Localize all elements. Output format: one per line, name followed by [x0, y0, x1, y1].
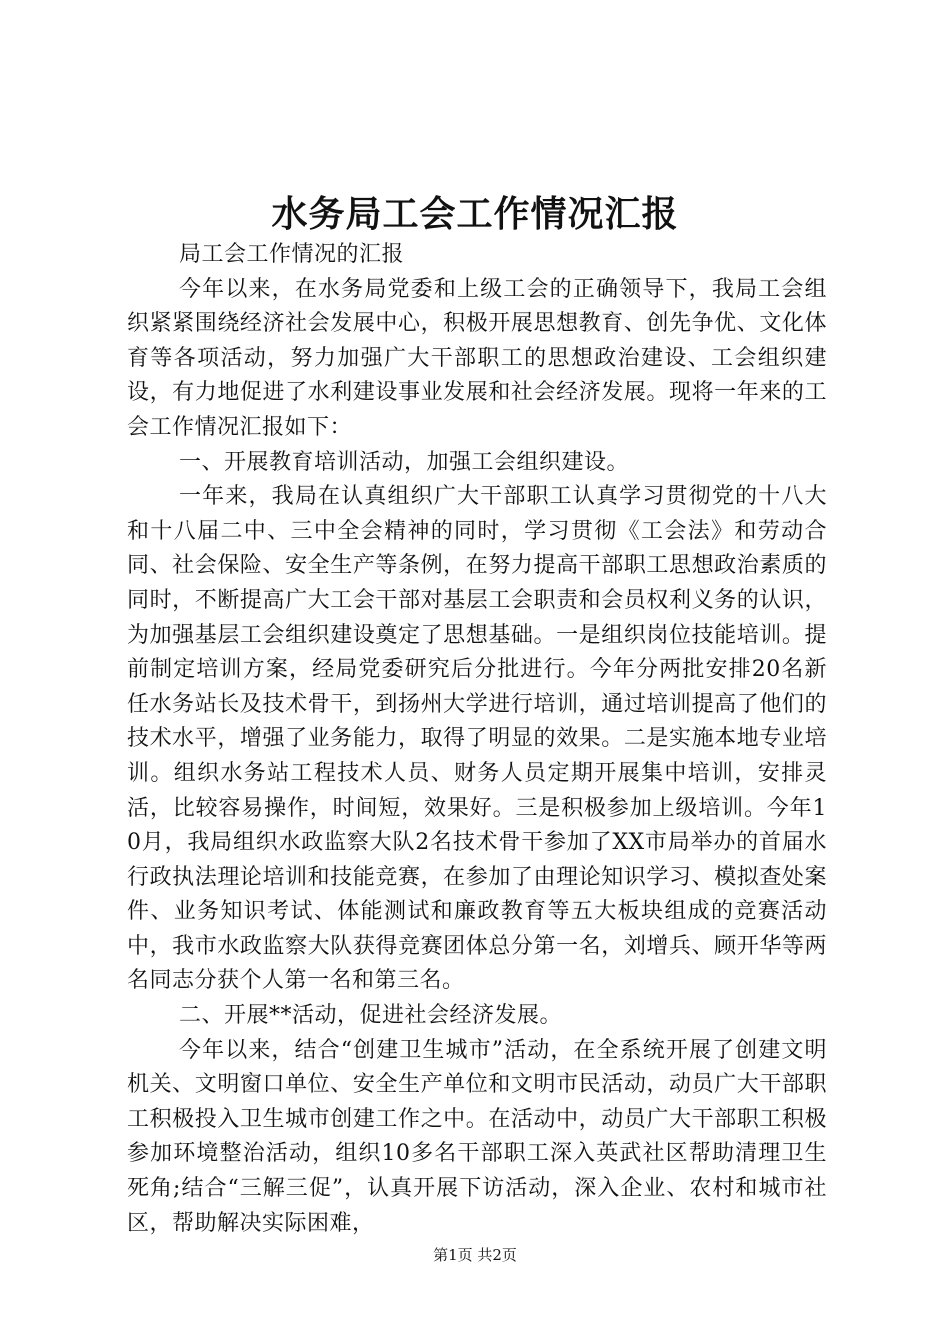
- page-footer: 第1页 共2页: [433, 1246, 517, 1264]
- document-body: [127, 238, 827, 1241]
- document-title: 水务局工会工作情况汇报: [271, 193, 679, 235]
- paragraph-intro: 今年以来，在水务局党委和上级工会的正确领导下，我局工会组织紧紧围绕经济社会发展中心，积极开展思想教育、创先争优、文化体育等各项活动，努力加强广大干部职工的思想政治建设、工会组织建设，有力地促进了水利建设事业发展和社会经济发展。现将一年来的工会工作情况汇报如下：: [127, 276, 827, 440]
- section-heading-2: 二、开展**活动，促进社会经济发展。: [179, 1003, 563, 1029]
- paragraph-section-2: 今年以来，结合“创建卫生城市”活动，在全系统开展了创建文明机关、文明窗口单位、安全生产单位和文明市民活动，动员广大干部职工积极投入卫生城市创建工作之中。在活动中，动员广大干部职工积极参加环境整治活动，组织10多名干部职工深入英武社区帮助清理卫生死角;结合“三解三促”，认真开展下访活动，深入企业、农村和城市社区，帮助解决实际困难，: [127, 1037, 827, 1236]
- paragraph-subtitle: 局工会工作情况的汇报: [179, 242, 405, 267]
- section-heading-1: 一、开展教育培训活动，加强工会组织建设。: [179, 449, 630, 475]
- paragraph-section-1: 一年来，我局在认真组织广大干部职工认真学习贯彻党的十八大和十八届二中、三中全会精神的同时，学习贯彻《工会法》和劳动合同、社会保险、安全生产等条例，在努力提高干部职工思想政治素质的同时，不断提高广大工会干部对基层工会职责和会员权利义务的认识，为加强基层工会组织建设奠定了思想基础。一是组织岗位技能培训。提前制定培训方案，经局党委研究后分批进行。今年分两批安排20名新任水务站长及技术骨干，到扬州大学进行培训，通过培训提高了他们的技术水平，增强了业务能力，取得了明显的效果。二是实施本地专业培训。组织水务站工程技术人员、财务人员定期开展集中培训，安排灵活，比较容易操作，时间短，效果好。三是积极参加上级培训。今年10月，我局组织水政监察大队2名技术骨干参加了XX市局举办的首届水行政执法理论培训和技能竞赛，在参加了由理论知识学习、模拟查处案件、业务知识考试、体能测试和廉政教育等五大板块组成的竞赛活动中，我市水政监察大队获得竞赛团体总分第一名，刘增兵、顾开华等两名同志分获个人第一名和第三名。: [127, 484, 827, 994]
